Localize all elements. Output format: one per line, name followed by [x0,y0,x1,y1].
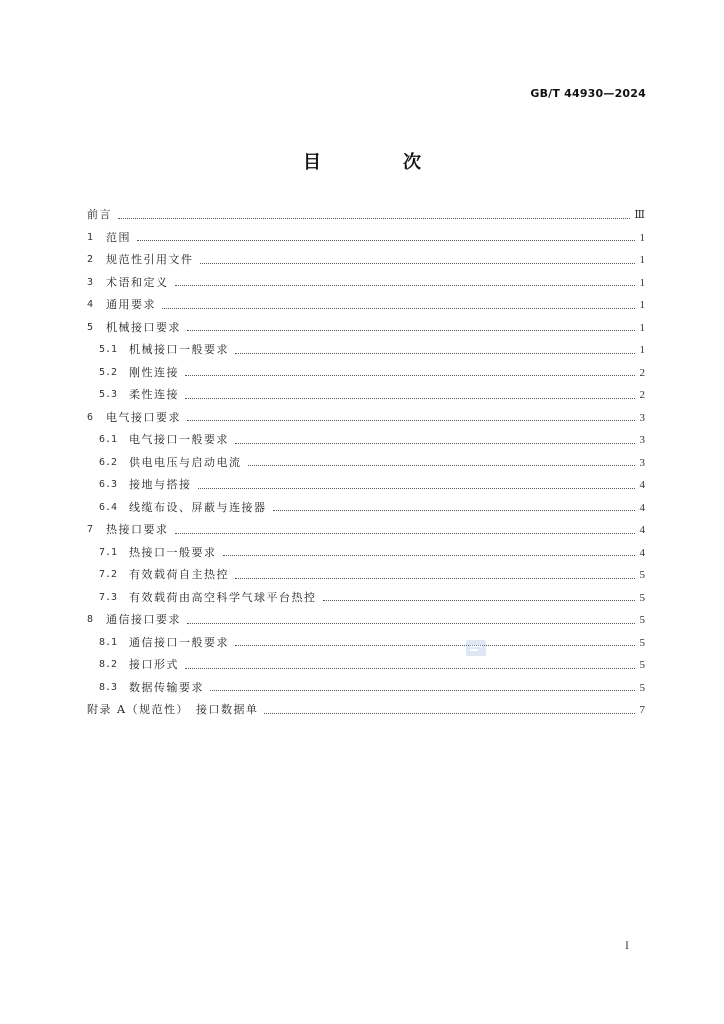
toc-entry-page: 3 [639,411,645,424]
toc-entry[interactable] [87,339,645,362]
toc-entry-number: 5.3 [99,389,118,400]
toc-entry-label: 柔性连接 [129,388,179,401]
toc-entry-page: 5 [639,591,645,604]
toc-entry-page: 3 [639,434,645,446]
toc-entry-page: 3 [639,456,645,469]
toc-dot-leader [264,713,635,714]
toc-dot-leader [235,645,635,646]
toc-entry-label: 电气接口要求 [106,410,181,424]
toc-entry-page: 1 [639,299,645,311]
toc-entry[interactable] [87,519,645,542]
toc-entry-number: 7.3 [99,591,118,603]
toc-entry-page: 4 [639,546,645,559]
toc-entry[interactable] [87,452,645,475]
toc-entry-number: 7.1 [99,546,118,558]
toc-entry[interactable] [87,677,645,700]
toc-entry-label: 范围 [106,230,131,244]
toc-entry-page: Ⅲ [634,209,645,221]
toc-entry[interactable] [87,564,645,587]
toc-dot-leader [185,668,635,669]
toc-title: 目 次 [303,152,453,173]
toc-entry[interactable] [87,699,645,722]
toc-dot-leader [137,240,635,241]
toc-entry[interactable] [87,654,645,677]
toc-entry-label: 数据传输要求 [129,680,204,694]
toc-entry-page: 7 [639,704,645,716]
toc-dot-leader [200,263,636,264]
toc-entry[interactable] [87,497,645,520]
watermark-icon [465,639,487,657]
toc-entry-page: 5 [639,569,645,581]
toc-entry-number: 3 [87,276,94,288]
footer-page-number: I [625,938,629,952]
table-of-contents [87,204,645,722]
toc-entry[interactable] [87,272,645,295]
toc-entry-page: 1 [639,254,645,266]
toc-entry-label: 供电电压与启动电流 [129,455,242,469]
toc-entry-number: 5.2 [99,366,118,378]
toc-entry-page: 5 [639,659,645,671]
toc-entry[interactable] [87,204,645,227]
toc-dot-leader [118,218,630,219]
toc-entry[interactable] [87,362,645,385]
toc-dot-leader [323,600,636,601]
toc-entry-page: 1 [639,344,645,356]
toc-dot-leader [187,420,635,421]
toc-entry-page: 1 [639,231,645,244]
toc-dot-leader [175,533,636,534]
toc-entry[interactable] [87,384,645,407]
toc-entry-number: 2 [87,254,94,265]
toc-entry-label: 电气接口一般要求 [129,433,229,446]
toc-entry-number: 8.2 [99,659,118,670]
toc-entry[interactable] [87,249,645,272]
toc-entry-number: 5 [87,321,94,333]
toc-entry-label: 机械接口一般要求 [129,343,229,356]
standard-code: GB/T 44930—2024 [530,87,646,100]
toc-entry-page: 4 [639,524,645,536]
toc-entry-label: 有效载荷自主热控 [129,568,229,581]
toc-entry[interactable] [87,429,645,452]
toc-entry-label: 接地与搭接 [129,478,192,491]
toc-entry-number: 6 [87,411,94,423]
toc-entry-label: 热接口要求 [106,523,169,536]
toc-dot-leader [162,308,635,309]
toc-entry-page: 5 [639,681,645,694]
toc-entry-page: 4 [639,501,645,514]
toc-dot-leader [175,285,636,286]
toc-dot-leader [185,398,635,399]
toc-entry-label: 规范性引用文件 [106,253,194,266]
toc-entry[interactable] [87,609,645,632]
toc-entry-page: 1 [639,276,645,289]
toc-entry[interactable] [87,542,645,565]
toc-entry-number: 6.4 [99,501,118,513]
toc-entry-number: 6.3 [99,479,118,490]
toc-entry-label: 前言 [87,208,112,221]
toc-entry-label: 线缆布设、屏蔽与连接器 [129,500,267,514]
toc-entry-number: 7 [87,524,94,535]
toc-dot-leader [248,465,636,466]
toc-entry-number: 6.2 [99,456,118,468]
toc-entry-label: 接口形式 [129,658,179,671]
toc-entry[interactable] [87,632,645,655]
toc-entry-label: 热接口一般要求 [129,545,217,559]
toc-entry-page: 2 [639,366,645,379]
toc-entry-page: 4 [639,479,645,491]
toc-dot-leader [198,488,636,489]
toc-entry-page: 5 [639,636,645,649]
toc-dot-leader [210,690,635,691]
toc-entry[interactable] [87,587,645,610]
toc-dot-leader [235,443,635,444]
toc-entry[interactable] [87,227,645,250]
toc-entry-number: 5.1 [99,344,118,355]
toc-dot-leader [187,330,635,331]
toc-entry-number: 6.1 [99,434,118,445]
toc-entry-label: 术语和定义 [106,275,169,289]
toc-entry-number: 8 [87,614,94,625]
toc-entry[interactable] [87,294,645,317]
toc-entry-label: 附录 A（规范性） 接口数据单 [87,703,259,716]
toc-entry-number: 7.2 [99,569,118,580]
toc-entry-number: 8.1 [99,636,118,648]
toc-entry-label: 通信接口要求 [106,613,181,626]
toc-entry[interactable] [87,317,645,340]
toc-dot-leader [235,578,635,579]
toc-entry-page: 5 [639,614,645,626]
toc-entry-number: 8.3 [99,681,118,693]
toc-entry-label: 通用要求 [106,298,156,311]
toc-entry[interactable] [87,407,645,430]
toc-entry-page: 2 [639,389,645,401]
toc-entry[interactable] [87,474,645,497]
toc-dot-leader [223,555,636,556]
toc-entry-number: 4 [87,299,94,310]
toc-entry-page: 1 [639,321,645,334]
toc-dot-leader [185,375,635,376]
toc-entry-label: 刚性连接 [129,365,179,379]
toc-entry-label: 通信接口一般要求 [129,635,229,649]
toc-entry-number: 1 [87,231,94,243]
toc-entry-label: 机械接口要求 [106,320,181,334]
toc-dot-leader [235,353,635,354]
toc-entry-label: 有效载荷由高空科学气球平台热控 [129,590,317,604]
toc-dot-leader [273,510,636,511]
toc-dot-leader [187,623,635,624]
